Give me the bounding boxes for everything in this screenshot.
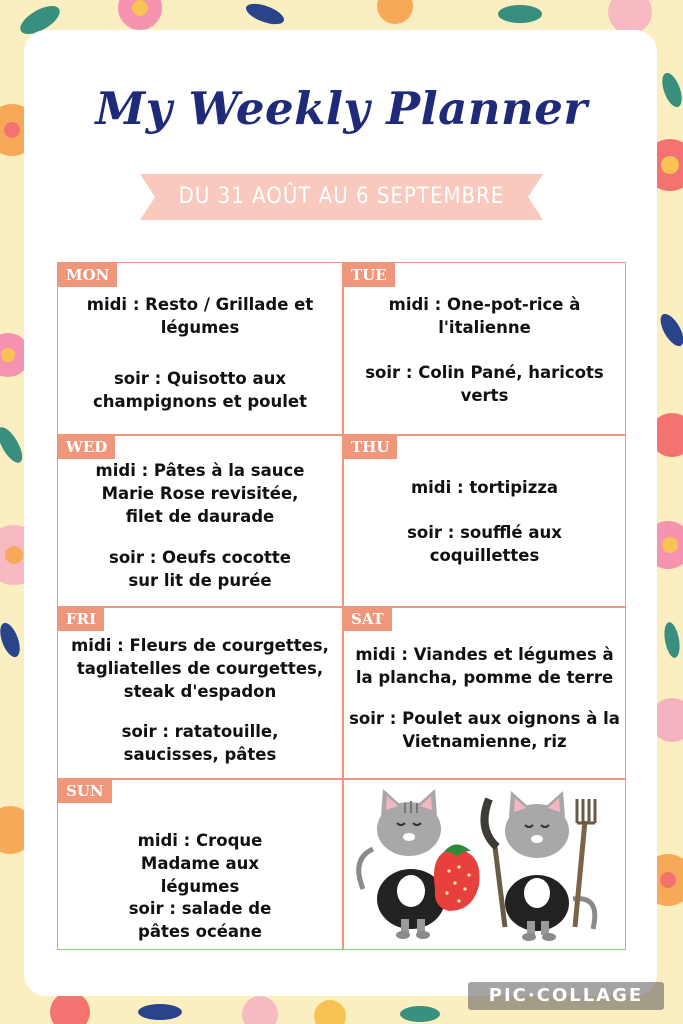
pic-collage-watermark: PIC·COLLAGE — [468, 982, 664, 1010]
day-badge: TUE — [343, 263, 395, 287]
lunch-text: midi : tortipizza — [410, 478, 559, 497]
date-range: DU 31 AOÛT AU 6 SEPTEMBRE — [178, 184, 505, 209]
weekly-grid — [57, 262, 626, 950]
cats-illustration — [343, 779, 626, 950]
lunch-text: midi : Croque Madame aux légumes — [137, 831, 263, 896]
page-title: My Weekly Planner — [95, 82, 588, 135]
lunch-text: midi : Resto / Grillade et légumes — [86, 295, 314, 337]
dinner-text: soir : ratatouille, saucisses, pâtes — [121, 722, 279, 764]
day-cell-mon — [58, 263, 342, 434]
day-badge: THU — [343, 435, 397, 459]
dinner-text: soir : Colin Pané, haricots verts — [365, 363, 604, 405]
day-cell-sun — [58, 779, 342, 950]
dinner-text: soir : soufflé aux coquillettes — [407, 523, 562, 565]
day-cell-tue — [343, 263, 626, 434]
lunch-text: midi : Pâtes à la sauce Marie Rose revisitée, filet de daurade — [95, 461, 305, 526]
day-badge: SUN — [58, 779, 112, 803]
dinner-text: soir : Poulet aux oignons à la Vietnamienne, riz — [349, 709, 620, 751]
day-badge: FRI — [58, 607, 104, 631]
dinner-text: soir : salade de pâtes océane — [128, 899, 272, 941]
lunch-text: midi : Fleurs de courgettes, tagliatelles de courgettes, steak d'espadon — [71, 636, 329, 701]
cat-with-strawberry — [359, 789, 480, 939]
lunch-text: midi : Viandes et légumes à la plancha, pomme de terre — [355, 645, 614, 687]
day-badge: WED — [58, 435, 115, 459]
day-cell-fri — [58, 607, 342, 778]
day-badge: SAT — [343, 607, 392, 631]
illustration-cell — [343, 779, 626, 950]
day-badge: MON — [58, 263, 117, 287]
cat-with-knife-and-fork — [485, 791, 596, 941]
day-cell-wed — [58, 435, 342, 606]
dinner-text: soir : Oeufs cocotte sur lit de purée — [109, 548, 291, 590]
lunch-text: midi : One-pot-rice à l'italienne — [388, 295, 581, 337]
day-cell-thu — [343, 435, 626, 606]
dinner-text: soir : Quisotto aux champignons et poulet — [93, 369, 307, 411]
day-cell-sat — [343, 607, 626, 778]
